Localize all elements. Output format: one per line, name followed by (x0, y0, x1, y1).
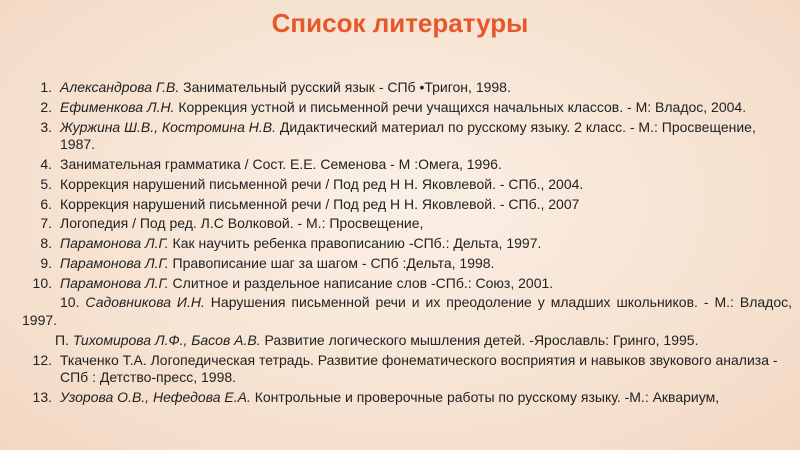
item-text: Как научить ребенка правописанию -СПб.: Дельта, 1997. (168, 235, 542, 252)
list-item (22, 389, 792, 407)
item-author: Александрова Г.В. (60, 79, 180, 95)
list-item (22, 255, 792, 273)
item-number: 13. (32, 388, 52, 405)
item-author: Садовникова И.Н. (85, 294, 205, 311)
list-item (22, 119, 792, 154)
item-prefix: П. (55, 331, 73, 348)
item-author: Журжина Ш.В., Костромина Н.В. (60, 118, 276, 135)
item-text: Логопедия / Под ред. Л.С Волковой. - М.: Просвещение, (60, 215, 424, 232)
list-item (22, 99, 792, 117)
bibliography-list (22, 79, 792, 409)
list-item (22, 176, 792, 194)
item-number: 3. (40, 118, 52, 135)
item-text: Логопедическая тетрадь. Развитие фонематического восприятия и навыков звукового анализа - СПб : Детство-пресс, 1998. (60, 351, 778, 386)
item-author: Узорова О.В., Нефедова Е.А. (60, 388, 251, 405)
item-text: Дидактический материал по русскому языку. 2 класс. - М.: Просвещение, 1987. (60, 118, 756, 153)
item-number: 1. (40, 79, 52, 95)
list-item (22, 156, 792, 174)
item-text: Коррекция устной и письменной речи учащихся начальных классов. - М: Владос, 2004. (174, 98, 747, 115)
item-text: Нарушения письменной речи и их преодоление у младших школьников. - М.: Владос, 1997. (22, 294, 792, 328)
page-title: Список литературы (271, 8, 529, 38)
item-number: 7. (40, 215, 52, 232)
item-prefix: 10. (60, 294, 86, 311)
item-author: Ефименкова Л.Н. (60, 98, 175, 115)
item-number: 6. (40, 195, 52, 212)
item-text: Слитное и раздельное написание слов -СПб.: Союз, 2001. (168, 274, 554, 291)
item-author: Парамонова Л.Г. (60, 274, 169, 291)
list-item (22, 275, 792, 293)
item-number: 5. (40, 175, 52, 192)
item-number: 10. (32, 274, 52, 291)
item-number: 4. (40, 155, 52, 172)
item-text: Правописание шаг за шагом - СПб :Дельта, 1998. (168, 254, 495, 271)
item-number: 2. (40, 98, 52, 115)
item-text: Контрольные и проверочные работы по русскому языку. -М.: Аквариум, (250, 388, 720, 405)
item-text: Коррекция нарушений письменной речи / Под ред Н Н. Яковлевой. - СПб., 2007 (60, 195, 580, 212)
list-item (22, 352, 792, 387)
list-item (22, 235, 792, 253)
item-text: Занимательная грамматика / Сост. Е.Е. Семенова - М :Омега, 1996. (60, 155, 502, 172)
list-item (22, 332, 792, 350)
item-number: 12. (32, 351, 52, 368)
item-text: Занимательный русский язык - СПб •Тригон, 1998. (179, 79, 511, 95)
list-item (22, 294, 792, 329)
list-item (22, 79, 792, 97)
item-text: Развитие логического мышления детей. -Ярославль: Гринго, 1995. (260, 331, 699, 348)
item-number: 9. (40, 254, 52, 271)
item-text: Коррекция нарушений письменной речи / Под ред Н Н. Яковлевой. - СПб., 2004. (60, 175, 584, 192)
item-author: Парамонова Л.Г. (60, 254, 169, 271)
list-item (22, 196, 792, 214)
list-item (22, 215, 792, 233)
item-author: Парамонова Л.Г. (60, 235, 169, 252)
item-author: Ткаченко Т.А. (60, 351, 147, 368)
item-author: Тихомирова Л.Ф., Басов А.В. (72, 331, 261, 348)
item-number: 8. (40, 235, 52, 252)
